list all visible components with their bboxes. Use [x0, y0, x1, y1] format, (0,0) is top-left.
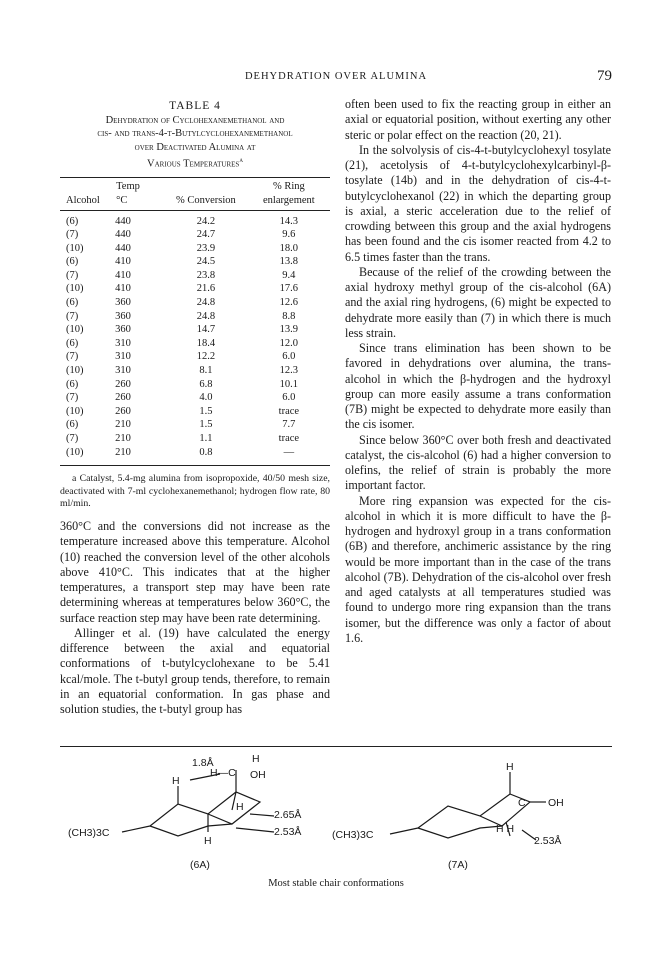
table-row — [60, 337, 330, 351]
table-row — [60, 228, 330, 242]
table-cell: (7) — [66, 392, 79, 404]
right-column — [345, 97, 611, 646]
label: H—C — [210, 767, 236, 779]
table-cell: 440 — [115, 215, 131, 227]
table-cell: 440 — [115, 242, 131, 254]
paragraph: Allinger et al. (19) have calculated the energy difference between the axial and equatorial conformations of t-butylcyclohexane to be 5.41 kcal/mole. The t-butyl group tends, therefore, to remain in an equatorial conformation. In gas phase and solution studies, the t-butyl group has — [60, 625, 330, 717]
table-row — [60, 269, 330, 283]
label: 1.8Å — [192, 757, 214, 769]
substituent-bond — [122, 826, 150, 832]
table-cell: (7) — [66, 310, 79, 322]
label: H — [236, 801, 244, 813]
table-cell: 23.8 — [196, 269, 216, 281]
table-cell: 440 — [115, 229, 131, 241]
table-cell: 24.7 — [196, 229, 216, 241]
substituent-bond — [390, 828, 418, 834]
table-cell: 4.0 — [199, 392, 213, 404]
label: 2.53Å — [274, 826, 302, 838]
distance-arrow-low — [236, 828, 274, 832]
table-cell: 18.4 — [196, 337, 216, 349]
label: (CH3)3C — [332, 829, 374, 841]
table-row — [60, 364, 330, 378]
table-cell: 1.1 — [199, 433, 213, 445]
table-cell: 13.8 — [279, 256, 299, 268]
table-cell: 310 — [115, 365, 131, 377]
table-cell: 260 — [115, 405, 131, 417]
column-header — [60, 177, 115, 194]
table-cell: (7) — [66, 351, 79, 363]
table-cell: 1.5 — [199, 419, 213, 431]
table-cell: 24.5 — [196, 256, 216, 268]
label: H H — [496, 823, 515, 835]
table-caption-line: over Deactivated Alumina at — [134, 141, 256, 153]
table-cell: 1.5 — [199, 405, 213, 417]
compound-label: (7A) — [448, 859, 468, 871]
table-cell: (7) — [66, 229, 79, 241]
page-header — [60, 68, 612, 88]
table-cell: 410 — [115, 269, 131, 281]
table-cell: 23.9 — [196, 242, 216, 254]
table-cell: trace — [278, 405, 300, 417]
paragraph: In the solvolysis of cis-4-t-butylcyclohexyl tosylate (21), acetolysis of 4-t-butylcyclohexylcarbinyl-β-tosylate (14b) and in the dehydration of cis-4-t-butylcyclohexanol (22) in which the departing group is axial, a steric acceleration due to the relief of crowding between this group and the axial hydrogens has been found and the cis isomer reacted from 4.2 to 6.5 times faster than the trans. — [345, 142, 611, 264]
column-header: °C — [115, 194, 164, 211]
running-title: DEHYDRATION OVER ALUMINA — [244, 71, 428, 82]
table-cell: 6.8 — [199, 378, 213, 390]
left-body-text — [60, 519, 330, 717]
conformation-figure — [60, 752, 612, 889]
table-cell: 6.0 — [282, 392, 296, 404]
table-cell: 21.6 — [196, 283, 216, 295]
table-cell: 24.8 — [196, 297, 216, 309]
structure-7a-labels — [332, 761, 564, 871]
table-cell: (10) — [66, 283, 84, 295]
table-row — [60, 282, 330, 296]
table-cell: (10) — [66, 242, 84, 254]
table-cell: (6) — [66, 419, 79, 431]
table-cell: 18.0 — [279, 242, 299, 254]
column-header — [164, 177, 248, 194]
table-number: TABLE 4 — [169, 100, 221, 112]
table-cell: 210 — [115, 419, 131, 431]
left-column — [60, 100, 330, 717]
table-row — [60, 432, 330, 446]
label: OH — [250, 769, 266, 781]
table-cell: 310 — [115, 351, 131, 363]
table-row — [60, 310, 330, 324]
table-cell: (10) — [66, 365, 84, 377]
label: 2.65Å — [274, 809, 302, 821]
table-cell: 360 — [115, 297, 131, 309]
column-header: Alcohol — [60, 194, 115, 211]
table-cell: (6) — [66, 337, 79, 349]
figure-caption: Most stable chair conformations — [268, 878, 404, 889]
table-cell: 8.1 — [199, 365, 213, 377]
table-cell: 6.0 — [282, 351, 296, 363]
table-cell: 10.1 — [279, 378, 299, 390]
table-cell: 24.8 — [196, 310, 216, 322]
table-cell: 310 — [115, 337, 131, 349]
table-cell: 210 — [115, 446, 164, 466]
paragraph: More ring expansion was expected for the cis-alcohol in which it is more difficult to have the β-hydrogen and hydroxyl group in a trans conformation (6B) and therefore, anchimeric assistance by the ring would be more important than in the case of the trans alcohol (7B). Dehydration of the cis-alcohol over fresh and aged catalysts at all temperatures studied was found to undergo more ring expansion than the trans isomer, but the difference was only a factor of about 1.6. — [345, 493, 611, 645]
table-row — [60, 210, 330, 228]
paragraph: Since below 360°C over both fresh and deactivated catalyst, the cis-alcohol (6) had a higher conversion to olefins, the relief of strain is probably the more important factor. — [345, 432, 611, 493]
table-body — [60, 210, 330, 466]
table-cell: 9.6 — [282, 229, 296, 241]
table-caption-line: cis- and trans-4-t-Butylcyclohexanemethanol — [97, 128, 293, 140]
table-row — [60, 255, 330, 269]
data-table — [60, 177, 330, 467]
paragraph: 360°C and the conversions did not increase as the temperature increased above this temperature. Alcohol (10) reached the conversion level of the other alcohols above 410°C. This indicates that at the higher temperatures, a transport step may have been rate determining whereas at temperatures below 360°C, the surface reaction step may have been rate determining. — [60, 519, 330, 625]
label: H — [252, 753, 260, 765]
label: H — [172, 775, 180, 787]
label: H — [506, 761, 514, 773]
table-row — [60, 391, 330, 405]
table-cell: 9.4 — [282, 269, 296, 281]
table-row — [60, 296, 330, 310]
distance-arrow-mid — [250, 814, 274, 816]
table-cell: (6) — [66, 256, 79, 268]
label: (CH3)3C — [68, 827, 110, 839]
column-header: % Ring — [248, 177, 330, 194]
table-cell: (7) — [66, 433, 79, 445]
table-footnote: a Catalyst, 5.4-mg alumina from isopropoxide, 40/50 mesh size, deactivated with 7-ml cyclohexanemethanol; hydrogen flow rate, 80 ml/min. — [60, 473, 330, 509]
table-cell: 12.6 — [279, 297, 299, 309]
table-cell: — — [248, 446, 330, 466]
table-row — [60, 446, 330, 466]
table-cell: 210 — [115, 433, 131, 445]
page-number: 79 — [597, 68, 612, 84]
compound-label: (6A) — [190, 859, 210, 871]
table-cell: 260 — [115, 378, 131, 390]
column-header: Temp — [115, 177, 164, 194]
table-cell: (7) — [66, 269, 79, 281]
table-row — [60, 323, 330, 337]
table-cell: 7.7 — [282, 419, 296, 431]
table-cell: (6) — [66, 215, 79, 227]
table-cell: 0.8 — [164, 446, 248, 466]
table-cell: 14.7 — [196, 324, 216, 336]
table-cell: 12.2 — [196, 351, 216, 363]
structure-6a-labels — [68, 753, 301, 871]
paragraph: Since trans elimination has been shown to be favored in dehydrations over alumina, the trans-alcohol in which the β-hydrogen and the hydroxyl group can more easily assume a trans conformation (7B) might be expected to dehydrate more easily than the cis isomer. — [345, 341, 611, 432]
figure-divider — [60, 746, 612, 747]
table-cell: 410 — [115, 256, 131, 268]
table-cell: 8.8 — [282, 310, 296, 322]
footnote-mark: a — [239, 155, 243, 164]
chair-ring-lower — [418, 826, 502, 838]
table-caption-line: Dehydration of Cyclohexanemethanol and — [105, 115, 285, 127]
table-cell: 410 — [115, 283, 131, 295]
table-cell: 12.0 — [279, 337, 299, 349]
column-header: enlargement — [248, 194, 330, 211]
table-cell: 13.9 — [279, 324, 299, 336]
table-cell: (10) — [66, 324, 84, 336]
table-cell: 24.2 — [196, 215, 216, 227]
table-cell: 360 — [115, 310, 131, 322]
label: OH — [548, 797, 564, 809]
table-cell: 14.3 — [279, 215, 299, 227]
table-row — [60, 350, 330, 364]
table-cell: 17.6 — [279, 283, 299, 295]
table-row — [60, 242, 330, 256]
column-header: % Conversion — [164, 194, 248, 211]
paragraph: often been used to fix the reacting group in either an axial or equatorial position, without exerting any other steric or polar effect on the reaction (20, 21). — [345, 97, 611, 142]
table-cell: (6) — [66, 297, 79, 309]
label: 2.53Å — [534, 835, 562, 847]
chair-conformations-diagram — [60, 752, 612, 882]
table-row — [60, 378, 330, 392]
table-caption — [60, 100, 330, 171]
label: H — [204, 835, 212, 847]
table-cell: 260 — [115, 392, 131, 404]
table-cell: (10) — [60, 446, 115, 466]
table-cell: (10) — [66, 405, 84, 417]
right-body-text — [345, 97, 611, 646]
table-caption-line: Various Temperatures$^a$ — [147, 155, 243, 170]
table-row — [60, 405, 330, 419]
table-cell: (6) — [66, 378, 79, 390]
table-cell: trace — [278, 433, 300, 445]
chair-ring-lower — [150, 824, 232, 836]
paragraph: Because of the relief of the crowding between the axial hydroxy methyl group of the cis-alcohol (6A) and the axial ring hydrogens, (6) might be expected to dehydrate more easily than (7) in which there is much less strain. — [345, 264, 611, 340]
label: C — [518, 797, 526, 809]
table-row — [60, 418, 330, 432]
table-cell: 360 — [115, 324, 131, 336]
table-cell: 12.3 — [279, 365, 299, 377]
